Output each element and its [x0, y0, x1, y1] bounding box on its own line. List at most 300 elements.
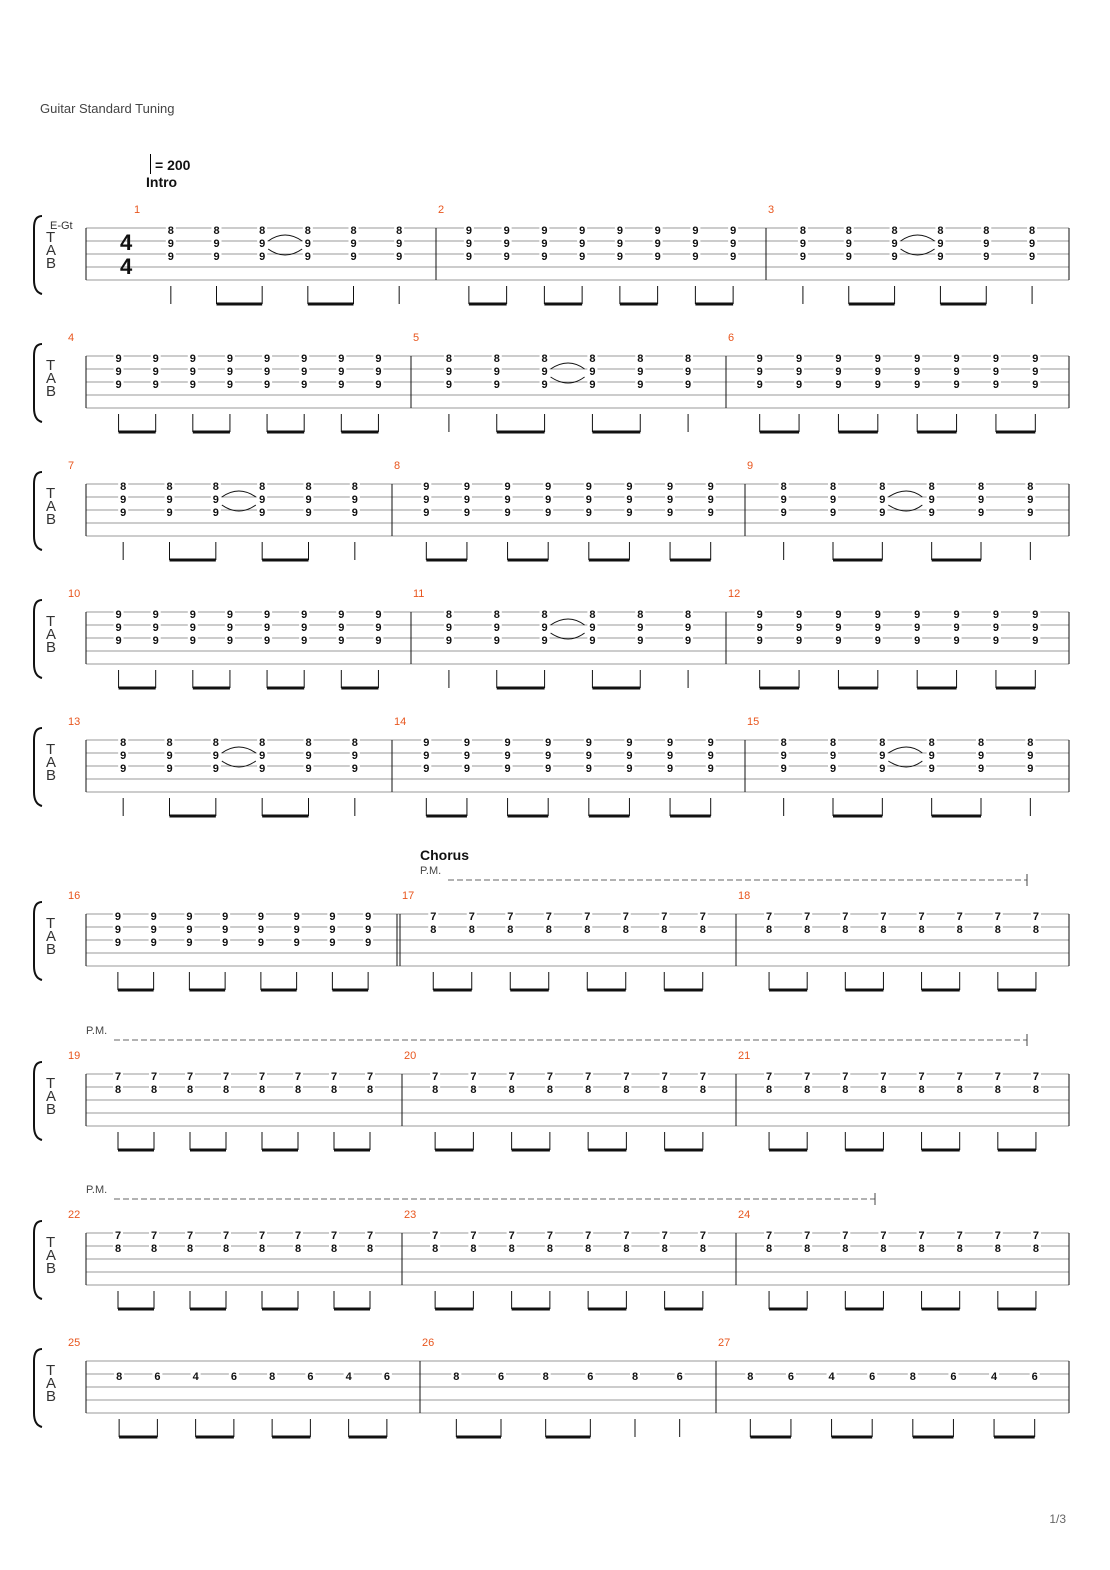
measure-number: 15	[747, 716, 760, 728]
fret-number: 9	[1027, 763, 1034, 775]
fret-number: 9	[626, 481, 633, 493]
fret-number: 9	[685, 379, 692, 391]
fret-number: 9	[259, 507, 266, 519]
fret-number: 8	[330, 1084, 338, 1096]
fret-number: 9	[626, 507, 633, 519]
fret-number: 8	[699, 924, 706, 936]
fret-number: 8	[637, 353, 644, 365]
instrument-label: E-Gt	[50, 220, 73, 232]
fret-number: 9	[914, 622, 921, 634]
palm-mute-label: P.M.	[86, 1184, 108, 1196]
fret-number: 9	[304, 238, 311, 250]
system-bracket	[34, 600, 42, 678]
fret-number: 9	[152, 353, 159, 365]
fret-number: 8	[432, 1084, 439, 1096]
measure-number: 11	[413, 588, 425, 600]
fret-number: 8	[589, 353, 596, 365]
fret-number: 9	[585, 481, 592, 493]
fret-number: 7	[546, 1071, 553, 1083]
fret-number: 9	[835, 379, 842, 391]
fret-number: 8	[956, 1084, 963, 1096]
fret-number: 9	[503, 238, 510, 250]
fret-number: 8	[258, 1243, 266, 1255]
fret-number: 9	[707, 494, 714, 506]
fret-number: 9	[874, 366, 881, 378]
fret-number: 9	[545, 481, 552, 493]
fret-number: 9	[293, 937, 300, 949]
fret-number: 8	[1027, 737, 1034, 749]
fret-number: 9	[616, 225, 623, 237]
tie-arc	[888, 491, 922, 497]
fret-number: 9	[375, 366, 382, 378]
fret-number: 8	[842, 924, 849, 936]
fret-number: 9	[667, 494, 674, 506]
fret-number: 8	[269, 1371, 276, 1383]
fret-number: 8	[330, 1243, 338, 1255]
measure-number: 17	[402, 890, 415, 902]
fret-number: 9	[293, 911, 300, 923]
fret-number: 9	[692, 238, 699, 250]
fret-number: 9	[259, 238, 266, 250]
tab-clef-letter: T	[46, 1234, 56, 1251]
fret-number: 8	[584, 924, 591, 936]
fret-number: 9	[756, 609, 763, 621]
fret-number: 8	[541, 353, 548, 365]
fret-number: 9	[226, 366, 233, 378]
fret-number: 9	[257, 937, 264, 949]
tempo-prefix: =	[155, 157, 168, 173]
fret-number: 9	[264, 366, 271, 378]
fret-number: 8	[880, 924, 887, 936]
fret-number: 8	[804, 1084, 811, 1096]
fret-number: 8	[305, 737, 312, 749]
fret-number: 8	[212, 737, 219, 749]
palm-mute-label: P.M.	[86, 1025, 108, 1037]
fret-number: 9	[465, 238, 472, 250]
tab-clef-letter: B	[46, 639, 57, 656]
fret-number: 8	[585, 1084, 592, 1096]
fret-number: 8	[842, 1243, 849, 1255]
fret-number: 9	[167, 251, 174, 263]
fret-number: 7	[366, 1071, 374, 1083]
fret-number: 8	[661, 924, 668, 936]
tab-clef-letter: B	[46, 941, 57, 958]
measure-number: 10	[68, 588, 81, 600]
fret-number: 9	[264, 609, 271, 621]
fret-number: 8	[804, 924, 811, 936]
measure-number: 5	[413, 332, 420, 344]
fret-number: 9	[1029, 251, 1036, 263]
fret-number: 8	[766, 1243, 773, 1255]
fret-number: 9	[445, 635, 452, 647]
fret-number: 9	[914, 609, 921, 621]
fret-number: 9	[545, 750, 552, 762]
measure-number: 1	[134, 204, 141, 216]
fret-number: 7	[258, 1230, 266, 1242]
measure-number: 3	[768, 204, 775, 216]
tie-arc	[888, 747, 922, 753]
fret-number: 7	[294, 1071, 302, 1083]
fret-number: 8	[222, 1243, 230, 1255]
system-bracket	[34, 1349, 42, 1427]
fret-number: 9	[259, 494, 266, 506]
fret-number: 9	[503, 251, 510, 263]
fret-number: 7	[956, 911, 963, 923]
measure-number: 21	[738, 1050, 751, 1062]
fret-number: 9	[301, 353, 308, 365]
fret-number: 9	[152, 622, 159, 634]
fret-number: 7	[994, 1230, 1001, 1242]
fret-number: 9	[953, 353, 960, 365]
fret-number: 8	[622, 924, 629, 936]
fret-number: 8	[396, 225, 403, 237]
fret-number: 9	[115, 609, 122, 621]
fret-number: 9	[222, 937, 229, 949]
measure-number: 2	[438, 204, 445, 216]
fret-number: 9	[541, 379, 548, 391]
fret-number: 8	[468, 924, 475, 936]
tie-arc	[901, 235, 935, 241]
tab-clef-letter: A	[46, 626, 57, 643]
fret-number: 8	[918, 924, 925, 936]
fret-number: 6	[676, 1371, 683, 1383]
fret-number: 7	[150, 1230, 158, 1242]
fret-number: 8	[186, 1084, 194, 1096]
fret-number: 8	[766, 924, 773, 936]
fret-number: 8	[661, 1243, 668, 1255]
fret-number: 9	[350, 251, 357, 263]
fret-number: 8	[937, 225, 944, 237]
measure-number: 12	[728, 588, 741, 600]
fret-number: 9	[992, 353, 999, 365]
fret-number: 9	[928, 750, 935, 762]
fret-number: 7	[1032, 911, 1039, 923]
fret-number: 9	[365, 924, 372, 936]
fret-number: 9	[992, 622, 999, 634]
fret-number: 8	[747, 1371, 754, 1383]
fret-number: 9	[589, 635, 596, 647]
tab-clef-letter: A	[46, 1375, 57, 1392]
fret-number: 9	[152, 635, 159, 647]
fret-number: 7	[584, 911, 591, 923]
tab-clef-letter: B	[46, 767, 57, 784]
tab-clef-letter: B	[46, 383, 57, 400]
fret-number: 9	[150, 937, 157, 949]
fret-number: 9	[977, 750, 985, 762]
fret-number: 6	[950, 1371, 957, 1383]
fret-number: 9	[365, 911, 372, 923]
fret-number: 9	[304, 251, 311, 263]
fret-number: 7	[918, 911, 925, 923]
tie-arc	[222, 491, 256, 497]
measure-number: 6	[728, 332, 735, 344]
fret-number: 7	[842, 911, 849, 923]
fret-number: 9	[1027, 507, 1034, 519]
fret-number: 7	[507, 911, 514, 923]
fret-number: 8	[928, 737, 935, 749]
fret-number: 9	[186, 911, 193, 923]
fret-number: 9	[1027, 750, 1034, 762]
fret-number: 8	[623, 1084, 630, 1096]
system-bracket	[34, 472, 42, 550]
fret-number: 9	[114, 924, 121, 936]
fret-number: 7	[766, 1071, 773, 1083]
fret-number: 8	[167, 225, 174, 237]
fret-number: 9	[504, 763, 511, 775]
fret-number: 9	[465, 251, 472, 263]
fret-number: 7	[766, 911, 773, 923]
fret-number: 8	[445, 353, 452, 365]
fret-number: 7	[842, 1071, 849, 1083]
fret-number: 9	[637, 366, 644, 378]
fret-number: 8	[983, 225, 990, 237]
fret-number: 9	[874, 379, 881, 391]
fret-number: 9	[338, 635, 345, 647]
tab-clef-letter: B	[46, 1260, 57, 1277]
fret-number: 9	[667, 763, 674, 775]
fret-number: 8	[994, 924, 1001, 936]
fret-number: 9	[585, 750, 592, 762]
fret-number: 9	[293, 924, 300, 936]
fret-number: 7	[766, 1230, 773, 1242]
fret-number: 9	[264, 635, 271, 647]
measure-number: 25	[68, 1337, 81, 1349]
fret-number: 8	[212, 481, 219, 493]
fret-number: 8	[493, 609, 500, 621]
fret-number: 9	[545, 494, 552, 506]
fret-number: 9	[579, 225, 586, 237]
tempo-bpm: 200	[167, 157, 191, 173]
fret-number: 9	[796, 353, 803, 365]
fret-number: 8	[120, 737, 127, 749]
fret-number: 9	[983, 251, 990, 263]
fret-number: 8	[589, 609, 596, 621]
fret-number: 8	[956, 1243, 963, 1255]
fret-number: 8	[294, 1243, 302, 1255]
fret-number: 9	[423, 763, 430, 775]
fret-number: 7	[661, 911, 668, 923]
fret-number: 9	[423, 507, 430, 519]
fret-number: 9	[351, 763, 358, 775]
fret-number: 9	[338, 622, 345, 634]
fret-number: 9	[845, 251, 852, 263]
fret-number: 9	[874, 635, 881, 647]
fret-number: 9	[166, 494, 173, 506]
fret-number: 9	[226, 635, 233, 647]
fret-number: 8	[470, 1084, 477, 1096]
fret-number: 9	[1032, 353, 1039, 365]
fret-number: 9	[504, 737, 511, 749]
fret-number: 9	[338, 353, 345, 365]
fret-number: 9	[264, 622, 271, 634]
fret-number: 9	[301, 379, 308, 391]
fret-number: 8	[880, 1084, 887, 1096]
fret-number: 9	[977, 494, 985, 506]
fret-number: 9	[350, 238, 357, 250]
fret-number: 8	[891, 225, 898, 237]
section-intro-label: Intro	[146, 174, 178, 190]
fret-number: 9	[589, 379, 596, 391]
fret-number: 7	[661, 1230, 668, 1242]
fret-number: 9	[977, 507, 985, 519]
fret-number: 7	[585, 1230, 592, 1242]
fret-number: 9	[928, 507, 935, 519]
fret-number: 9	[186, 924, 193, 936]
fret-number: 8	[258, 1084, 266, 1096]
fret-number: 9	[264, 379, 271, 391]
tab-clef-letter: T	[46, 1075, 56, 1092]
fret-number: 8	[445, 609, 452, 621]
fret-number: 8	[166, 737, 173, 749]
fret-number: 8	[879, 737, 886, 749]
measure-number: 24	[738, 1209, 751, 1221]
fret-number: 7	[842, 1230, 849, 1242]
fret-number: 8	[432, 1243, 439, 1255]
fret-number: 9	[375, 609, 382, 621]
fret-number: 6	[787, 1371, 794, 1383]
fret-number: 8	[493, 353, 500, 365]
fret-number: 9	[120, 763, 127, 775]
fret-number: 9	[835, 622, 842, 634]
fret-number: 9	[983, 238, 990, 250]
score-header-tuning: Guitar Standard Tuning	[40, 101, 175, 116]
fret-number: 9	[375, 353, 382, 365]
fret-number: 9	[189, 366, 196, 378]
fret-number: 9	[114, 937, 121, 949]
fret-number: 8	[508, 1243, 515, 1255]
measure-number: 13	[68, 716, 81, 728]
fret-number: 9	[756, 635, 763, 647]
fret-number: 8	[305, 481, 312, 493]
fret-number: 8	[351, 737, 358, 749]
fret-number: 9	[305, 750, 312, 762]
fret-number: 9	[874, 622, 881, 634]
fret-number: 9	[780, 763, 787, 775]
fret-number: 9	[545, 737, 552, 749]
system-bracket	[34, 344, 42, 422]
tab-clef-letter: A	[46, 928, 57, 945]
fret-number: 8	[166, 481, 173, 493]
fret-number: 8	[213, 225, 220, 237]
fret-number: 9	[301, 622, 308, 634]
fret-number: 7	[432, 1071, 439, 1083]
fret-number: 9	[463, 737, 470, 749]
fret-number: 7	[470, 1071, 477, 1083]
fret-number: 9	[115, 622, 122, 634]
fret-number: 8	[845, 225, 852, 237]
tab-clef-letter: B	[46, 1101, 57, 1118]
fret-number: 9	[338, 609, 345, 621]
fret-number: 8	[546, 1243, 553, 1255]
fret-number: 9	[222, 924, 229, 936]
fret-number: 9	[637, 379, 644, 391]
fret-number: 7	[294, 1230, 302, 1242]
fret-number: 8	[829, 737, 837, 749]
fret-number: 9	[301, 366, 308, 378]
fret-number: 8	[294, 1084, 302, 1096]
fret-number: 9	[445, 379, 452, 391]
fret-number: 8	[829, 481, 837, 493]
tab-clef-letter: A	[46, 1247, 57, 1264]
fret-number: 9	[189, 635, 196, 647]
fret-number: 8	[623, 1243, 630, 1255]
fret-number: 9	[504, 507, 511, 519]
fret-number: 9	[423, 737, 430, 749]
fret-number: 7	[186, 1230, 194, 1242]
fret-number: 9	[115, 366, 122, 378]
fret-number: 9	[305, 763, 312, 775]
fret-number: 9	[226, 622, 233, 634]
fret-number: 7	[114, 1230, 122, 1242]
fret-number: 9	[835, 353, 842, 365]
fret-number: 9	[1032, 366, 1039, 378]
system-bracket	[34, 1221, 42, 1299]
palm-mute-label: P.M.	[420, 865, 442, 877]
fret-number: 7	[546, 1230, 553, 1242]
tie-arc	[551, 619, 585, 625]
fret-number: 8	[366, 1243, 374, 1255]
fret-number: 9	[226, 609, 233, 621]
fret-number: 7	[880, 1230, 887, 1242]
fret-number: 7	[956, 1230, 963, 1242]
measure-number: 14	[394, 716, 407, 728]
fret-number: 9	[375, 379, 382, 391]
fret-number: 9	[504, 481, 511, 493]
fret-number: 9	[351, 750, 358, 762]
fret-number: 8	[114, 1243, 122, 1255]
fret-number: 9	[305, 507, 312, 519]
fret-number: 9	[259, 750, 266, 762]
fret-number: 9	[150, 924, 157, 936]
tab-clef-letter: B	[46, 511, 57, 528]
fret-number: 8	[977, 737, 985, 749]
fret-number: 9	[301, 635, 308, 647]
fret-number: 8	[350, 225, 357, 237]
fret-number: 9	[493, 635, 500, 647]
page-number: 1/3	[1049, 1512, 1066, 1526]
fret-number: 8	[928, 481, 935, 493]
fret-number: 9	[589, 622, 596, 634]
fret-number: 9	[914, 353, 921, 365]
fret-number: 9	[212, 750, 219, 762]
fret-number: 9	[504, 494, 511, 506]
fret-number: 9	[756, 622, 763, 634]
fret-number: 9	[879, 507, 886, 519]
fret-number: 9	[879, 494, 886, 506]
fret-number: 9	[707, 737, 714, 749]
fret-number: 9	[977, 763, 985, 775]
fret-number: 8	[222, 1084, 230, 1096]
fret-number: 9	[257, 911, 264, 923]
time-signature-top: 4	[120, 230, 133, 255]
fret-number: 9	[396, 251, 403, 263]
measure-number: 4	[68, 332, 75, 344]
fret-number: 8	[351, 481, 358, 493]
fret-number: 7	[430, 911, 437, 923]
fret-number: 9	[259, 251, 266, 263]
fret-number: 8	[918, 1084, 925, 1096]
fret-number: 9	[463, 494, 470, 506]
fret-number: 9	[338, 366, 345, 378]
measure-number: 20	[404, 1050, 417, 1062]
fret-number: 8	[186, 1243, 194, 1255]
tab-clef-letter: T	[46, 915, 56, 932]
fret-number: 9	[707, 763, 714, 775]
fret-number: 9	[685, 622, 692, 634]
fret-number: 9	[829, 763, 837, 775]
fret-number: 9	[796, 609, 803, 621]
fret-number: 9	[189, 379, 196, 391]
